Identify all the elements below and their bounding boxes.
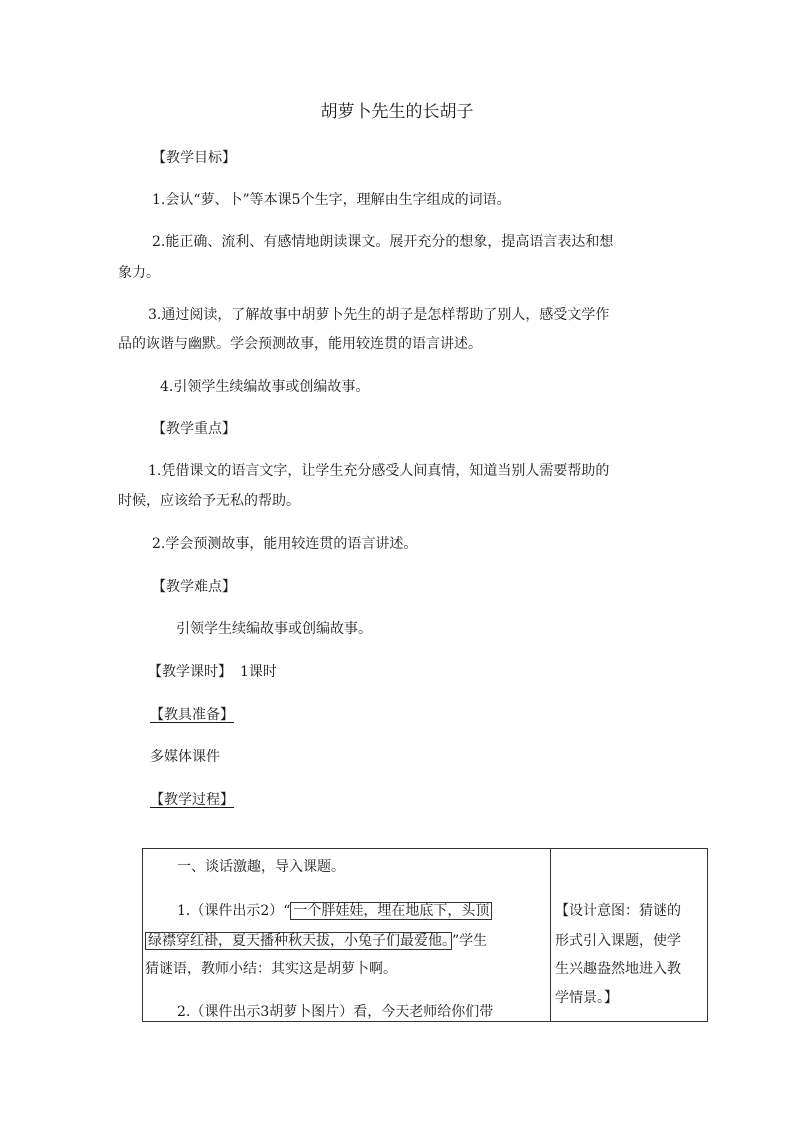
riddle-box-1: 一个胖娃娃，埋在地底下，头顶: [290, 902, 492, 920]
step1-line-3: 猜谜语，教师小结：其实这是胡萝卜啊。: [145, 961, 397, 977]
step1-title: 一、谈话激趣，导入课题。: [177, 859, 345, 875]
difficulty-text: 引领学生续编故事或创编故事。: [176, 621, 372, 637]
goal-item-1: 1.会认“萝、卜”等本课5个生字，理解由生字组成的词语。: [152, 192, 511, 208]
design-note-line-2: 形式引入课题，使学: [555, 933, 681, 949]
difficulty-heading: 【教学难点】: [152, 579, 236, 595]
goal-item-2-line-2: 象力。: [118, 265, 160, 281]
design-note-line-1: 【设计意图：猜谜的: [555, 903, 681, 919]
tools-heading: 【教具准备】: [150, 707, 234, 723]
goal-item-4: 4.引领学生续编故事或创编故事。: [160, 379, 370, 395]
goal-item-2-line-1: 2.能正确、流利、有感情地朗读课文。展开充分的想象，提高语言表达和想: [152, 234, 614, 250]
document-title: 胡萝卜先生的长胡子: [320, 102, 474, 122]
focus-heading: 【教学重点】: [152, 421, 236, 437]
step1-line-1: [177, 901, 492, 921]
hours-value: 1课时: [240, 664, 277, 680]
step1-suffix: ”学生: [452, 933, 488, 949]
process-heading: 【教学过程】: [150, 792, 234, 808]
goal-item-3-line-1: 3.通过阅读，了解故事中胡萝卜先生的胡子是怎样帮助了别人，感受文学作: [148, 307, 610, 323]
hours-line: [148, 662, 277, 682]
tools-text: 多媒体课件: [150, 749, 220, 765]
step1-prefix: 1.（课件出示2）“: [177, 903, 291, 919]
process-table: [142, 848, 708, 1022]
goal-item-3-line-2: 品的诙谐与幽默。学会预测故事，能用较连贯的语言讲述。: [118, 336, 482, 352]
focus-item-1-line-2: 时候，应该给予无私的帮助。: [118, 493, 300, 509]
focus-item-2: 2.学会预测故事，能用较连贯的语言讲述。: [152, 536, 418, 552]
step1-line-2: [145, 931, 487, 951]
table-column-divider: [550, 849, 551, 1021]
focus-item-1-line-1: 1.凭借课文的语言文字，让学生充分感受人间真情，知道当别人需要帮助的: [148, 463, 610, 479]
goals-heading: 【教学目标】: [152, 150, 236, 166]
step2-line: 2.（课件出示3胡萝卜图片）看，今天老师给你们带: [177, 1004, 494, 1020]
riddle-box-2: 绿襟穿红褂，夏天播种秋天拔，小兔子们最爱他。: [145, 932, 452, 950]
design-note-line-4: 学情景。】: [555, 990, 618, 1006]
hours-heading: 【教学课时】: [148, 664, 232, 680]
design-note-line-3: 生兴趣盎然地进入教: [555, 961, 681, 977]
